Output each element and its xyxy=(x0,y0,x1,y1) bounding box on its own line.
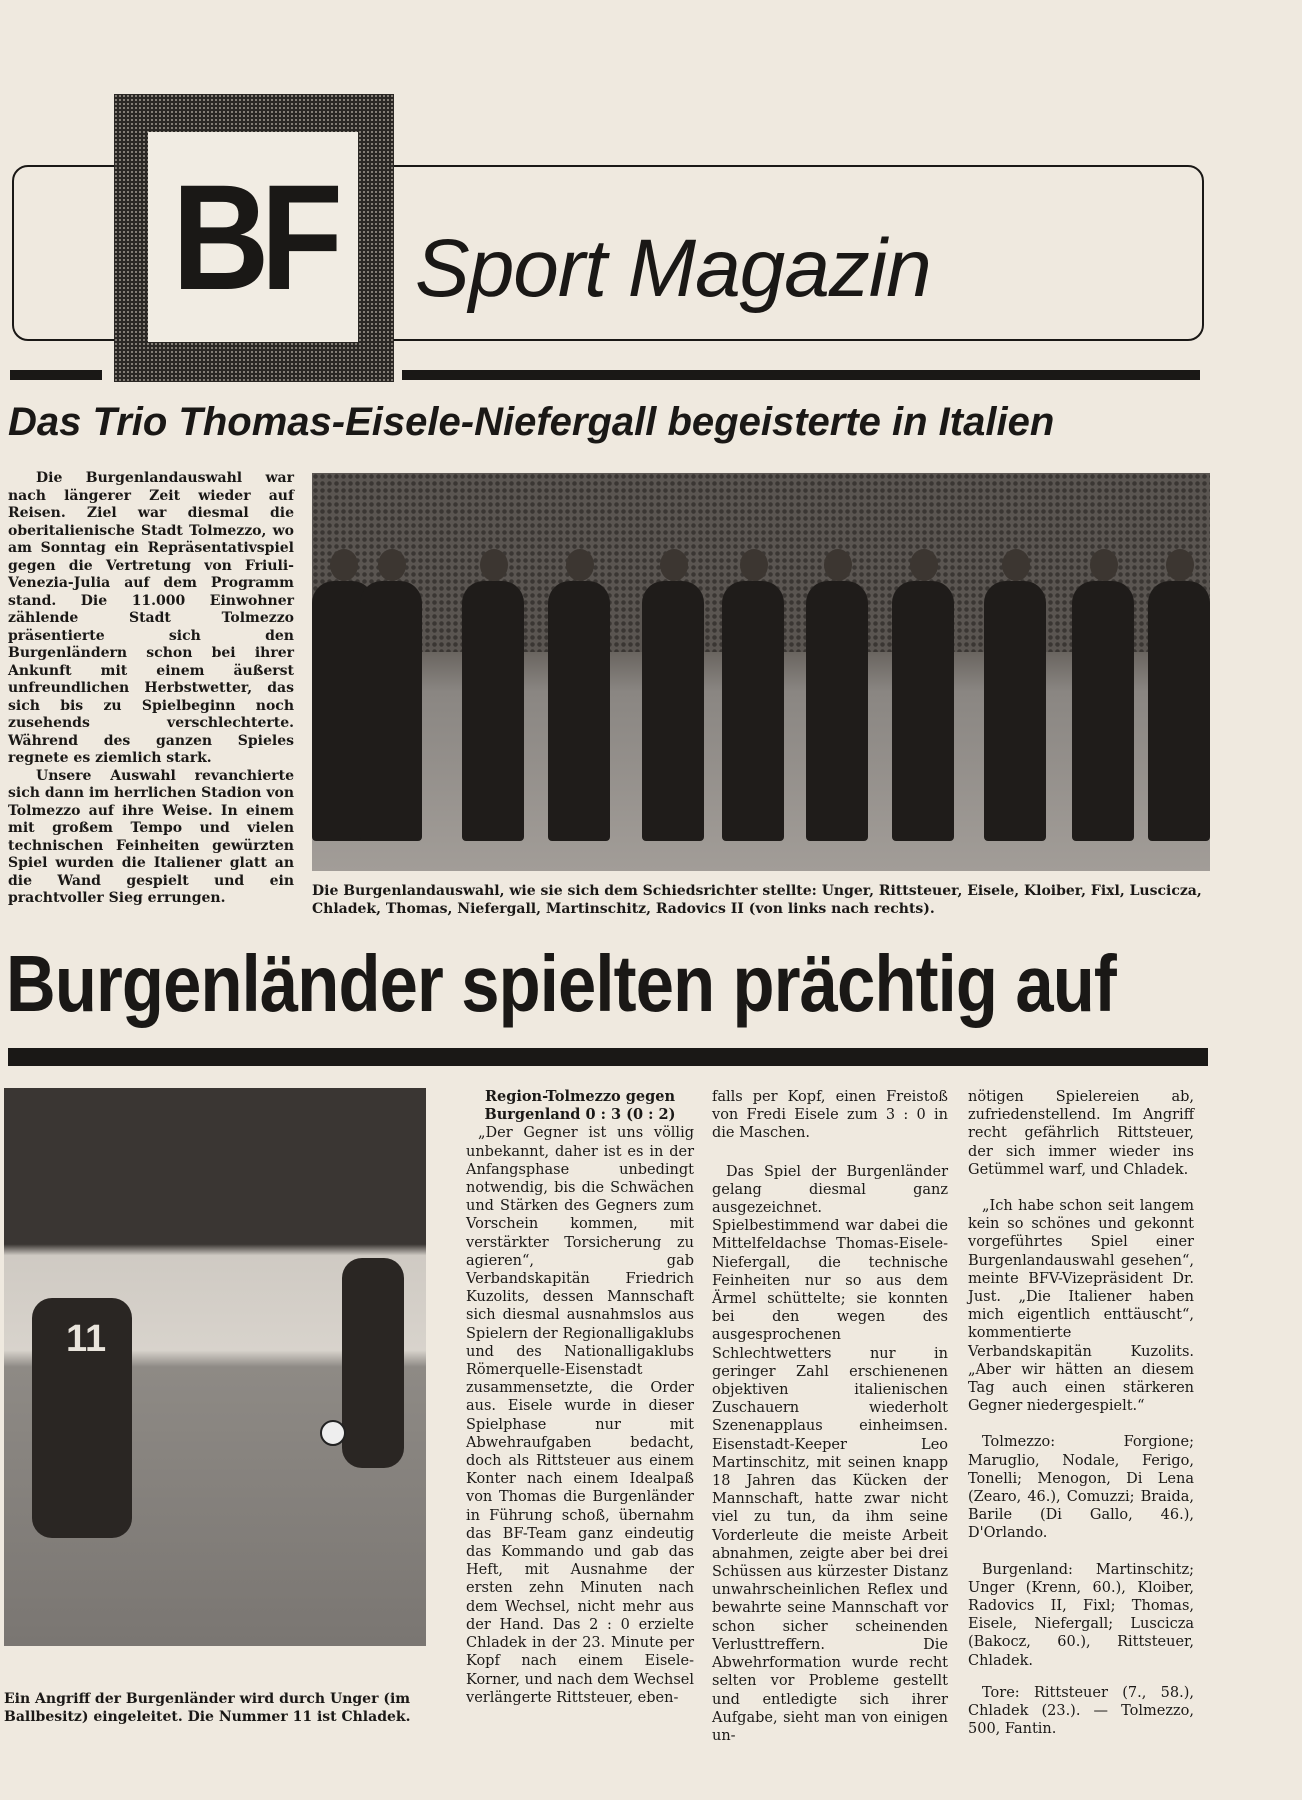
team-photo xyxy=(312,473,1210,871)
player-figure xyxy=(1072,581,1134,841)
top-headline: Das Trio Thomas-Eisele-Niefergall begeisterte in Italien xyxy=(8,400,1055,444)
match-heading-1: Region-Tolmezzo gegen xyxy=(484,1088,676,1105)
bf-logo: BF xyxy=(172,153,334,321)
player-unger xyxy=(342,1258,404,1468)
lineup-tolmezzo: Tolmezzo: Forgione; Maruglio, Nodale, Ferigo, Tonelli; Menogon, Di Lena (Zearo, 46.), Comuzzi; Braida, Barile (Di Gallo, 46.), D'Orlando. xyxy=(968,1434,1194,1542)
article-column-2 xyxy=(712,1088,948,1745)
headline-rule xyxy=(8,1048,1208,1066)
intro-paragraph-2: Unsere Auswahl revanchierte sich dann im herrlichen Stadion von Tolmezzo auf ihre Weise. In einem mit großem Tempo und vielen technischen Feinheiten gewürzten Spiel wurden die Italiener glatt an die Wand gespielt und ein prachtvoller Sieg errungen. xyxy=(8,767,294,906)
player-figure xyxy=(892,581,954,841)
article-paragraph: „Der Gegner ist uns völlig unbekannt, daher ist es in der Anfangsphase unbedingt notwendig, bis die Schwächen und Stärken des Gegners zum Vorschein kommen, mit verstärkter Torsicherung zu agieren“, gab Verbandskapitän Friedrich Kuzolits, dessen Mannschaft sich diesmal ausnahmslos aus Spielern der Regionalligaklubs und des Nationalligaklubs Römerquelle-Eisenstadt zusammensetzte, die Order aus. Eisele wurde in dieser Spielphase nur mit Abwehraufgaben bedacht, doch als Rittsteuer aus einem Konter nach einem Idealpaß von Thomas die Burgenländer in Führung schoß, übernahm das BF-Team ganz eindeutig das Kommando und gab das Heft, mit Ausnahme der ersten zehn Minuten nach dem Wechsel, nicht mehr aus der Hand. Das 2 : 0 erzielte Chladek in der 23. Minute per Kopf nach einem Eisele-Korner, und nach dem Wechsel verlängerte Rittsteuer, eben- xyxy=(466,1125,694,1706)
action-photo-caption: Ein Angriff der Burgenländer wird durch Unger (im Ballbesitz) eingeleitet. Die Nummer 11 ist Chladek. xyxy=(4,1691,411,1725)
article-column-3 xyxy=(968,1088,1194,1739)
article-paragraph: falls per Kopf, einen Freistoß von Fredi Eisele zum 3 : 0 in die Maschen. xyxy=(712,1089,948,1142)
main-headline: Burgenländer spielten prächtig auf xyxy=(6,939,1116,1028)
match-heading-2: Burgenland 0 : 3 (0 : 2) xyxy=(484,1106,676,1124)
magazine-title: Sport Magazin xyxy=(415,223,931,314)
action-photo xyxy=(4,1088,426,1646)
jersey-number: 11 xyxy=(66,1318,107,1360)
player-figure xyxy=(722,581,784,841)
player-figure xyxy=(1148,581,1210,841)
article-paragraph: nötigen Spielereien ab, zufriedenstellend. Im Angriff recht gefährlich Rittsteuer, der sich immer wieder ins Getümmel warf, und Chladek. xyxy=(968,1089,1194,1178)
team-photo-caption: Die Burgenlandauswahl, wie sie sich dem Schiedsrichter stellte: Unger, Rittsteuer, Eisele, Kloiber, Fixl, Luscicza, Chladek, Thomas, Niefergall, Martinschitz, Radovics II (von links nach rechts). xyxy=(312,883,1202,917)
player-figure xyxy=(548,581,610,841)
intro-column xyxy=(8,470,294,908)
player-figure xyxy=(360,581,422,841)
goals: Tore: Rittsteuer (7., 58.), Chladek (23.). — Tolmezzo, 500, Fantin. xyxy=(968,1684,1194,1738)
rule-left xyxy=(10,370,102,380)
rule-right xyxy=(402,370,1200,380)
intro-paragraph-1: Die Burgenlandauswahl war nach längerer Zeit wieder auf Reisen. Ziel war diesmal die oberitalienische Stadt Tolmezzo, wo am Sonntag ein Repräsentativspiel gegen die Vertretung von Friuli-Venezia-Julia auf dem Programm stand. Die 11.000 Einwohner zählende Stadt Tolmezzo präsentierte sich den Burgenländern schon bei ihrer Ankunft mit einem äußerst unfreundlichen Herbstwetter, das sich bis zu Spielbeginn noch zusehends verschlechterte. Während des ganzen Spieles regnete es ziemlich stark. xyxy=(8,470,294,766)
football xyxy=(320,1420,346,1446)
article-paragraph: Das Spiel der Burgenländer gelang diesmal ganz ausgezeichnet. Spielbestimmend war dabei die Mittelfeldachse Thomas-Eisele-Niefergall, die technische Feinheiten nur so aus dem Ärmel schüttelte; sie konnten bei den wegen des ausgesprochenen Schlechtwetters nur in geringer Zahl erschienenen objektiven italienischen Zuschauern wiederholt Szenenapplaus einheimsen. Eisenstadt-Keeper Leo Martinschitz, mit seinen knapp 18 Jahren das Kücken der Mannschaft, hatte zwar nicht viel zu tun, da ihm seine Vorderleute die meiste Arbeit abnahmen, zeigte aber bei drei Schüssen aus kürzester Distanz unwahrscheinlichen Reflex und bewahrte seine Mannschaft vor schon sicher scheinenden Verlusttreffern. Die Abwehrformation wurde recht selten vor Probleme gestellt und entledigte sich ihrer Aufgabe, sieht man von einigen un- xyxy=(712,1163,948,1744)
player-figure xyxy=(642,581,704,841)
player-figure xyxy=(462,581,524,841)
player-figure xyxy=(984,581,1046,841)
article-paragraph: „Ich habe schon seit langem kein so schönes und gekonnt vorgeführtes Spiel einer Burgenlandauswahl gesehen“, meinte BFV-Vizepräsident Dr. Just. „Die Italiener haben mich eigentlich enttäuscht“, kommentierte Verbandskapitän Kuzolits. „Aber wir hätten an diesem Tag auch einen stärkeren Gegner niedergespielt.“ xyxy=(968,1198,1194,1415)
player-figure xyxy=(806,581,868,841)
lineup-burgenland: Burgenland: Martinschitz; Unger (Krenn, 60.), Kloiber, Radovics II, Fixl; Thomas, Eisele, Niefergall; Luscicza (Bakocz, 60.), Rittsteuer, Chladek. xyxy=(968,1561,1194,1669)
article-column-1 xyxy=(466,1088,694,1707)
